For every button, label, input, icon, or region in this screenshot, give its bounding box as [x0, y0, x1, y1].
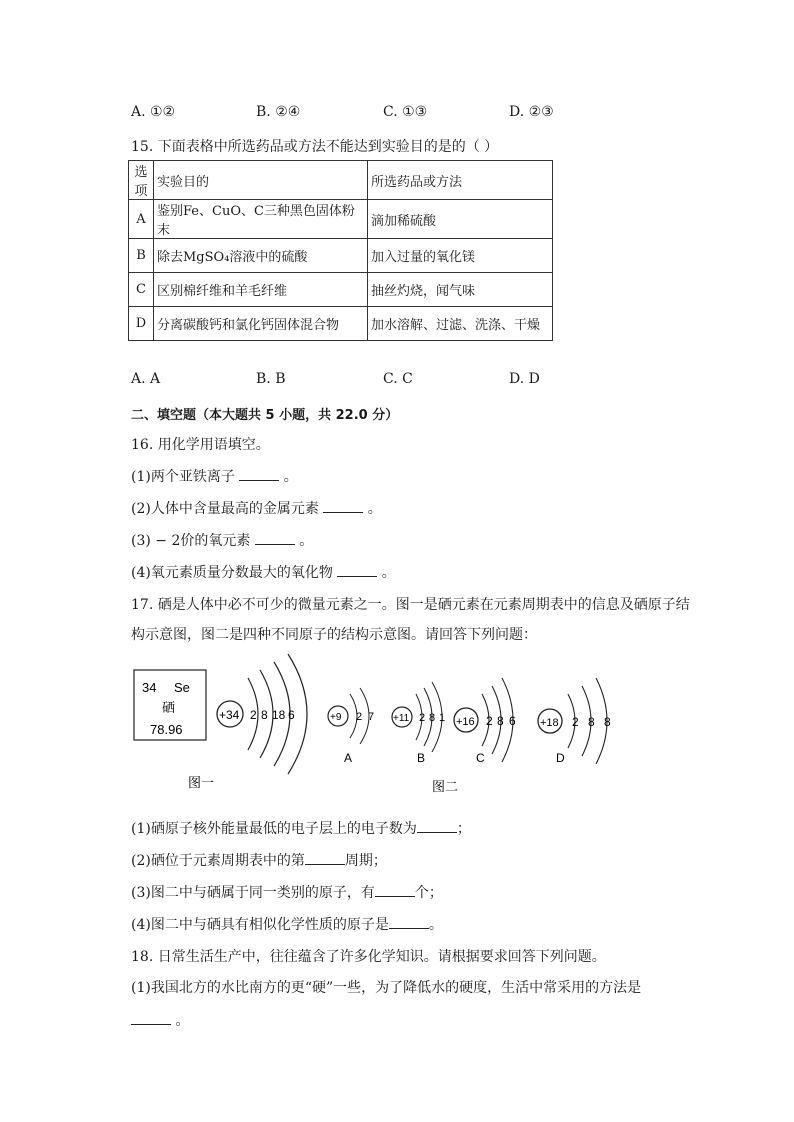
atom-c-label: C [476, 751, 485, 765]
answer-blank[interactable] [305, 852, 345, 865]
q17-stem-line1: 17. 硒是人体中必不可少的微量元素之一。图一是硒元素在元素周期表中的信息及硒原子结 [131, 597, 690, 613]
atom-d-electrons: 8 [588, 715, 595, 729]
q15-table [128, 160, 553, 341]
atom-c-nucleus: +16 [456, 716, 475, 728]
q17-question-4: (4)图二中与硒具有相似化学性质的原子是 。 [131, 917, 443, 933]
table-cell: A [129, 200, 154, 239]
atom-a-electrons: 7 [368, 711, 375, 723]
table-row [129, 273, 553, 307]
table-row [129, 307, 553, 341]
figure-2-label: 图二 [432, 779, 459, 794]
q17-question-2: (2)硒位于元素周期表中的第 周期； [131, 853, 387, 869]
table-cell: B [129, 239, 154, 273]
q18-stem: 18. 日常生活生产中，往往蕴含了许多化学知识。请根据要求回答下列问题。 [131, 949, 606, 965]
q16-item-3: (3) − 2价的氧元素 。 [131, 533, 314, 549]
q16-item-4: (4)氧元素质量分数最大的氧化物 。 [131, 565, 396, 581]
element-name: 硒 [162, 700, 176, 715]
answer-blank[interactable] [131, 1012, 171, 1025]
q14-option-d: D. ②③ [509, 104, 554, 120]
table-cell: 除去MgSO₄溶液中的硫酸 [154, 239, 368, 273]
q16-item-2: (2)人体中含量最高的金属元素 。 [131, 501, 382, 517]
atom-c-electrons: 6 [509, 714, 516, 728]
se-shell-electrons: 8 [261, 708, 268, 722]
table-header-cell: 所选药品或方法 [368, 161, 553, 200]
q15-stem: 15. 下面表格中所选药品或方法不能达到实验目的是的（ ） [131, 139, 499, 155]
table-cell: 滴加稀硫酸 [368, 200, 553, 239]
answer-blank[interactable] [255, 532, 295, 545]
answer-blank[interactable] [337, 564, 377, 577]
se-nucleus-charge: +34 [219, 708, 240, 722]
table-header-cell: 实验目的 [154, 161, 368, 200]
table-cell: 分离碳酸钙和氯化钙固体混合物 [154, 307, 368, 341]
q15-option-d: D. D [509, 371, 540, 387]
atom-d-label: D [556, 751, 565, 765]
answer-blank[interactable] [375, 884, 415, 897]
q16-item-1: (1)两个亚铁离子 。 [131, 469, 298, 485]
atom-a-nucleus: +9 [330, 712, 342, 723]
table-header-row [129, 161, 553, 200]
atom-b-nucleus: +11 [393, 713, 410, 724]
se-shell-electrons: 6 [288, 708, 295, 722]
table-cell: 区别棉纤维和羊毛纤维 [154, 273, 368, 307]
atom-structure-figure [128, 650, 628, 800]
atom-b-electrons: 1 [439, 712, 446, 724]
q15-option-a: A. A [131, 371, 161, 387]
q17-question-3: (3)图二中与硒属于同一类别的原子，有 个； [131, 885, 443, 901]
atom-d-electrons: 8 [604, 715, 611, 729]
answer-blank[interactable] [389, 916, 429, 929]
q15-option-c: C. C [383, 371, 413, 387]
table-cell: D [129, 307, 154, 341]
atom-b-electrons: 8 [429, 712, 436, 724]
table-cell: 抽丝灼烧，闻气味 [368, 273, 553, 307]
se-shell-electrons: 18 [272, 708, 286, 722]
q16-stem: 16. 用化学用语填空。 [131, 437, 270, 453]
atomic-number: 34 [142, 680, 157, 695]
se-shell-electrons: 2 [250, 708, 257, 722]
answer-blank[interactable] [239, 468, 279, 481]
atom-b-electrons: 2 [419, 712, 426, 724]
atom-d-electrons: 2 [572, 715, 579, 729]
table-cell: 加入过量的氧化镁 [368, 239, 553, 273]
atom-b-label: B [417, 751, 426, 765]
atom-c-electrons: 2 [486, 714, 493, 728]
atom-a-electrons: 2 [356, 711, 363, 723]
section-heading: 二、填空题（本大题共 5 小题，共 22.0 分） [131, 408, 399, 423]
q14-option-b: B. ②④ [256, 104, 301, 120]
q15-option-b: B. B [256, 371, 286, 387]
q17-stem-line2: 构示意图，图二是四种不同原子的结构示意图。请回答下列问题： [131, 627, 537, 643]
table-header-cell: 选项 [129, 161, 154, 200]
answer-blank[interactable] [417, 820, 457, 833]
table-cell: 加水溶解、过滤、洗涤、干燥 [368, 307, 553, 341]
table-cell: C [129, 273, 154, 307]
atom-diagram-svg [128, 650, 628, 800]
q18-item-1-answer: 。 [131, 1010, 189, 1030]
atom-c-electrons: 8 [497, 714, 504, 728]
answer-blank[interactable] [323, 500, 363, 513]
table-cell: 鉴别Fe、CuO、C三种黑色固体粉末 [154, 200, 368, 239]
atom-d-nucleus: +18 [540, 717, 559, 729]
table-row [129, 239, 553, 273]
element-symbol: Se [174, 680, 190, 695]
q18-item-1: (1)我国北方的水比南方的更“硬”一些，为了降低水的硬度，生活中常采用的方法是 [131, 980, 642, 996]
q14-option-c: C. ①③ [383, 104, 428, 120]
table-row [129, 200, 553, 239]
q14-option-a: A. ①② [131, 104, 176, 120]
q17-question-1: (1)硒原子核外能量最低的电子层上的电子数为 ； [131, 821, 471, 837]
figure-1-label: 图一 [188, 775, 215, 790]
atom-a-label: A [344, 751, 353, 765]
atomic-mass: 78.96 [150, 722, 183, 737]
